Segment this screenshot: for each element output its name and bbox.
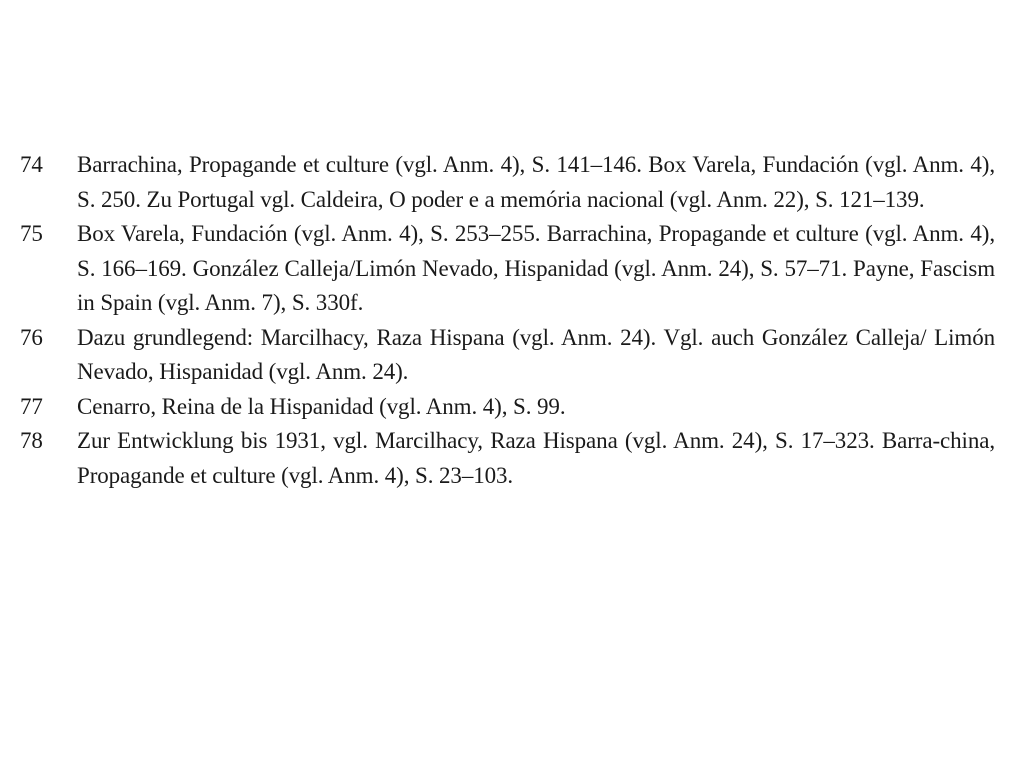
footnote-text: Cenarro, Reina de la Hispanidad (vgl. Anm. 4), S. 99. bbox=[77, 393, 566, 419]
footnote-list bbox=[20, 148, 995, 493]
footnote-75 bbox=[20, 217, 995, 321]
footnote-76 bbox=[20, 321, 995, 390]
footnote-number: 74 bbox=[20, 152, 43, 177]
footnote-78 bbox=[20, 424, 995, 493]
footnote-number: 77 bbox=[20, 393, 43, 419]
footnote-text: Zur Entwicklung bis 1931, vgl. Marcilhacy, Raza Hispana (vgl. Anm. 24), S. 17–323. Barra-china, Propagande et culture (vgl. Anm. 4), S. 23–103. bbox=[77, 428, 995, 488]
footnote-number: 78 bbox=[20, 428, 43, 453]
footnote-text: Barrachina, Propagande et culture (vgl. Anm. 4), S. 141–146. Box Varela, Fundación (vgl. Anm. 4), S. 250. Zu Portugal vgl. Caldeira, O poder e a memória nacional (vgl. Anm. 22), S. 121–139. bbox=[77, 152, 995, 212]
footnote-number: 76 bbox=[20, 324, 43, 350]
footnote-text: Box Varela, Fundación (vgl. Anm. 4), S. 253–255. Barrachina, Propagande et culture (vgl. Anm. 4), S. 166–169. González Calleja/Limón Nevado, Hispanidad (vgl. Anm. 24), S. 57–71. Payne, Fascism in Spain (vgl. Anm. 7), S. 330f. bbox=[77, 221, 995, 315]
footnote-74 bbox=[20, 148, 995, 217]
footnote-text: Dazu grundlegend: Marcilhacy, Raza Hispana (vgl. Anm. 24). Vgl. auch González Calleja/ Limón Nevado, Hispanidad (vgl. Anm. 24). bbox=[77, 324, 995, 384]
footnote-77 bbox=[20, 390, 995, 425]
footnote-number: 75 bbox=[20, 221, 43, 246]
